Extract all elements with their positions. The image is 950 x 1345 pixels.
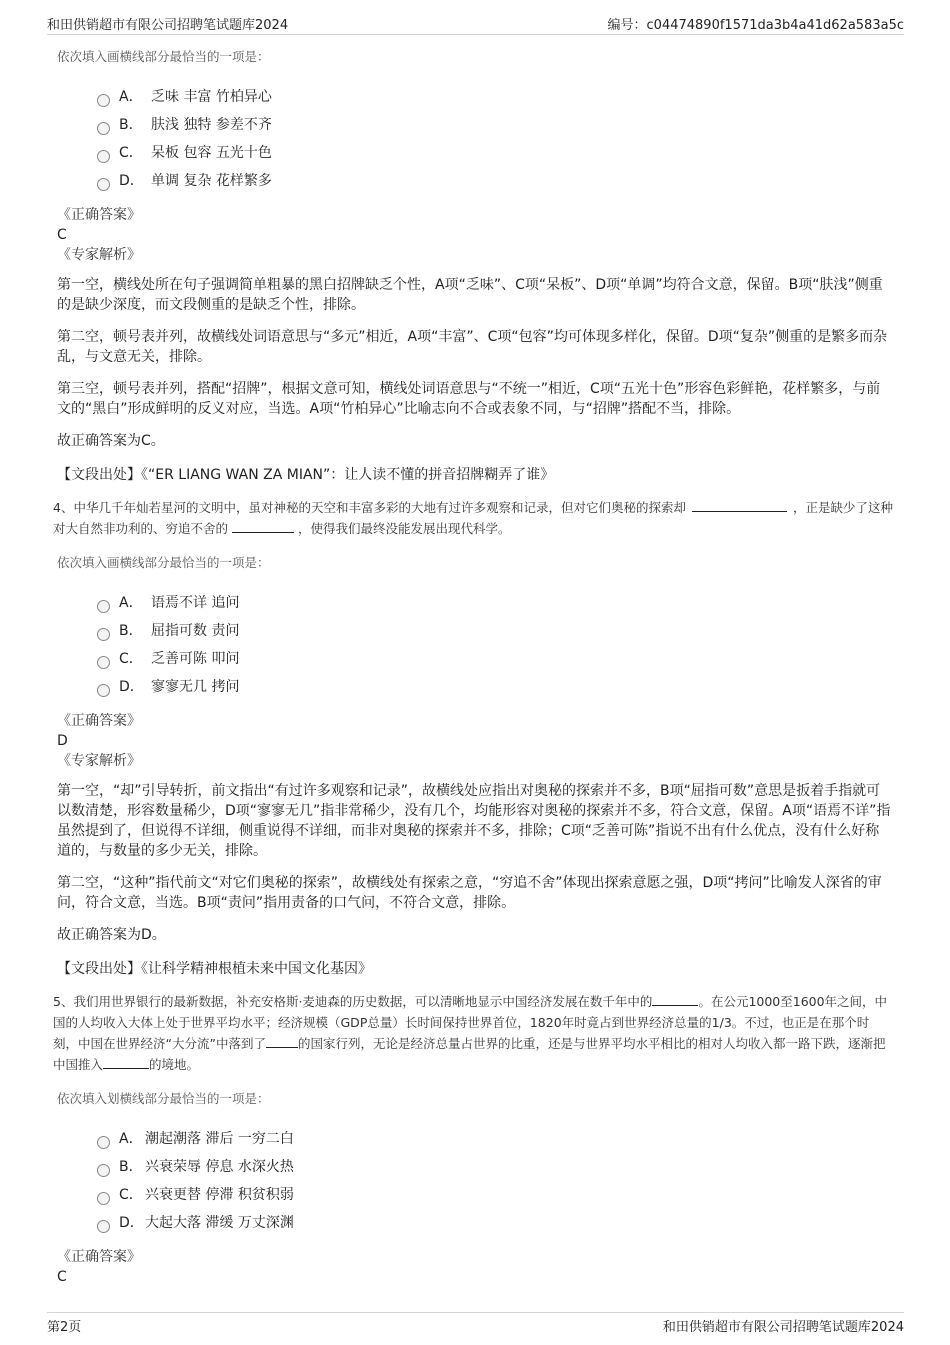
option-text: 乏善可陈 叩问 (151, 651, 240, 667)
option-list (97, 1125, 893, 1237)
option-a[interactable] (97, 589, 893, 617)
radio-button[interactable] (97, 1192, 110, 1205)
page-header (47, 12, 904, 35)
analysis-paragraph: 第一空，“却”引导转折，前文指出“有过许多观察和记录”，故横线处应指出对奥秘的探索并不多，B项“屈指可数”意思是扳着手指就可以数清楚，形容数量稀少，D项“寥寥无几”指非常稀少，没有几个，均能形容对奥秘的探索并不多，符合文意，保留。A项“语焉不详”指虽然提到了，但说得不详细，侧重说得不详细，而非对奥秘的探索并不多，排除；C项“乏善可陈”指说不出有什么优点，没有什么好称道的，与数量的多少无关，排除。 (57, 783, 891, 859)
option-text: 乏味 丰富 竹柏异心 (151, 89, 272, 105)
radio-button[interactable] (97, 628, 110, 641)
radio-button[interactable] (97, 1220, 110, 1233)
correct-answer: C (57, 1269, 67, 1285)
option-list (97, 589, 893, 701)
option-text: 兴衰更替 停滞 积贫积弱 (145, 1187, 294, 1203)
source-citation: 【文段出处】《让科学精神根植未来中国文化基因》 (57, 961, 372, 977)
option-text: 潮起潮落 滞后 一穷二白 (145, 1131, 294, 1147)
question-4-stem: 4、中华几千年灿若星河的文明中，虽对神秘的天空和丰富多彩的大地有过许多观察和记录，但对它们奥秘的探索却 ，正是缺少了这种对大自然非功利的、穷追不舍的 ，使得我们最终没能发展出现代科学。 (53, 497, 893, 539)
option-list (97, 83, 893, 195)
option-d[interactable] (97, 1209, 893, 1237)
analysis-conclusion: 故正确答案为D。 (57, 927, 166, 943)
radio-button[interactable] (97, 178, 110, 191)
option-letter: A． (119, 89, 143, 105)
radio-button[interactable] (97, 656, 110, 669)
page-content (53, 47, 893, 1287)
page-number: 第2页 (47, 1320, 82, 1335)
option-text: 屈指可数 责问 (151, 623, 240, 639)
option-a[interactable] (97, 1125, 893, 1153)
answer-label: 《正确答案》 (57, 1249, 141, 1265)
answer-label: 《正确答案》 (57, 713, 141, 729)
option-letter: B． (119, 1159, 143, 1175)
option-letter: C． (119, 145, 143, 161)
analysis-paragraph: 第二空，顿号表并列，故横线处词语意思与“多元”相近，A项“丰富”、C项“包容”均可体现多样化，保留。D项“复杂”侧重的是繁多而杂乱，与文意无关，排除。 (57, 329, 888, 365)
option-text: 单调 复杂 花样繁多 (151, 173, 272, 189)
option-c[interactable] (97, 139, 893, 167)
option-b[interactable] (97, 617, 893, 645)
answer-label: 《正确答案》 (57, 207, 141, 223)
correct-answer: C (57, 227, 67, 243)
option-letter: D． (119, 173, 144, 189)
option-c[interactable] (97, 645, 893, 673)
option-letter: A． (119, 1131, 143, 1147)
option-d[interactable] (97, 167, 893, 195)
option-a[interactable] (97, 83, 893, 111)
option-text: 呆板 包容 五光十色 (151, 145, 272, 161)
option-text: 语焉不详 追问 (151, 595, 240, 611)
answer-blank (652, 991, 698, 1006)
page-footer (47, 1312, 904, 1337)
radio-button[interactable] (97, 150, 110, 163)
analysis-paragraph: 第一空，横线处所在句子强调简单粗暴的黑白招牌缺乏个性，A项“乏味”、C项“呆板”、D项“单调”均符合文意，保留。B项“肤浅”侧重的是缺少深度，而文段侧重的是缺乏个性，排除。 (57, 277, 883, 313)
question-instruction: 依次填入划横线部分最恰当的一项是： (57, 1091, 270, 1106)
analysis-paragraph: 第二空，“这种”指代前文“对它们奥秘的探索”，故横线处有探索之意，“穷追不舍”体现出探索意愿之强，D项“拷问”比喻发人深省的审问，符合文意，当选。B项“责问”指用责备的口气问，不符合文意，排除。 (57, 875, 882, 911)
analysis-label: 《专家解析》 (57, 753, 141, 769)
option-letter: C． (119, 1187, 143, 1203)
answer-blank (103, 1054, 149, 1069)
option-letter: A． (119, 595, 143, 611)
source-citation: 【文段出处】《“ER LIANG WAN ZA MIAN”：让人读不懂的拼音招牌糊弄了谁》 (57, 467, 555, 483)
option-letter: B． (119, 623, 143, 639)
option-text: 大起大落 滞缓 万丈深渊 (145, 1215, 294, 1231)
radio-button[interactable] (97, 684, 110, 697)
document-id: 编号：c04474890f1571da3b4a41d62a583a5c (607, 18, 904, 33)
header-title: 和田供销超市有限公司招聘笔试题库2024 (47, 18, 289, 33)
option-letter: B． (119, 117, 143, 133)
answer-blank (266, 1033, 298, 1048)
footer-title: 和田供销超市有限公司招聘笔试题库2024 (662, 1320, 904, 1335)
radio-button[interactable] (97, 600, 110, 613)
radio-button[interactable] (97, 1136, 110, 1149)
option-c[interactable] (97, 1181, 893, 1209)
option-b[interactable] (97, 1153, 893, 1181)
radio-button[interactable] (97, 122, 110, 135)
question-5-stem: 5、我们用世界银行的最新数据，补充安格斯·麦迪森的历史数据，可以清晰地显示中国经济发展在数千年中的 。在公元1000至1600年之间，中国的人均收入大体上处于世界平均水平；经济规模（GDP总量）长时间保持世界首位，1820年时竟占到世界经济总量的1/3。不过，也正是在那个时刻，中国在世界经济“大分流”中落到了 的国家行列，无论是经济总量占世界的比重，还是与世界平均水平相比的相对人均收入都一路下跌，逐渐把中国推入 的境地。 (53, 991, 893, 1075)
correct-answer: D (57, 733, 68, 749)
option-b[interactable] (97, 111, 893, 139)
question-instruction: 依次填入画横线部分最恰当的一项是： (57, 49, 270, 64)
radio-button[interactable] (97, 94, 110, 107)
analysis-label: 《专家解析》 (57, 247, 141, 263)
analysis-conclusion: 故正确答案为C。 (57, 433, 165, 449)
option-letter: D． (119, 679, 144, 695)
option-letter: C． (119, 651, 143, 667)
radio-button[interactable] (97, 1164, 110, 1177)
answer-blank (692, 497, 787, 512)
analysis-paragraph: 第三空，顿号表并列，搭配“招牌”，根据文意可知，横线处词语意思与“不统一”相近，C项“五光十色”形容色彩鲜艳，花样繁多，与前文的“黑白”形成鲜明的反义对应，当选。A项“竹柏异心”比喻志向不合或表象不同，与“招牌”搭配不当，排除。 (57, 381, 881, 417)
option-d[interactable] (97, 673, 893, 701)
option-text: 寥寥无几 拷问 (151, 679, 240, 695)
option-text: 兴衰荣辱 停息 水深火热 (145, 1159, 294, 1175)
question-instruction: 依次填入画横线部分最恰当的一项是： (57, 555, 270, 570)
option-letter: D． (119, 1215, 144, 1231)
answer-blank (232, 518, 294, 533)
option-text: 肤浅 独特 参差不齐 (151, 117, 272, 133)
